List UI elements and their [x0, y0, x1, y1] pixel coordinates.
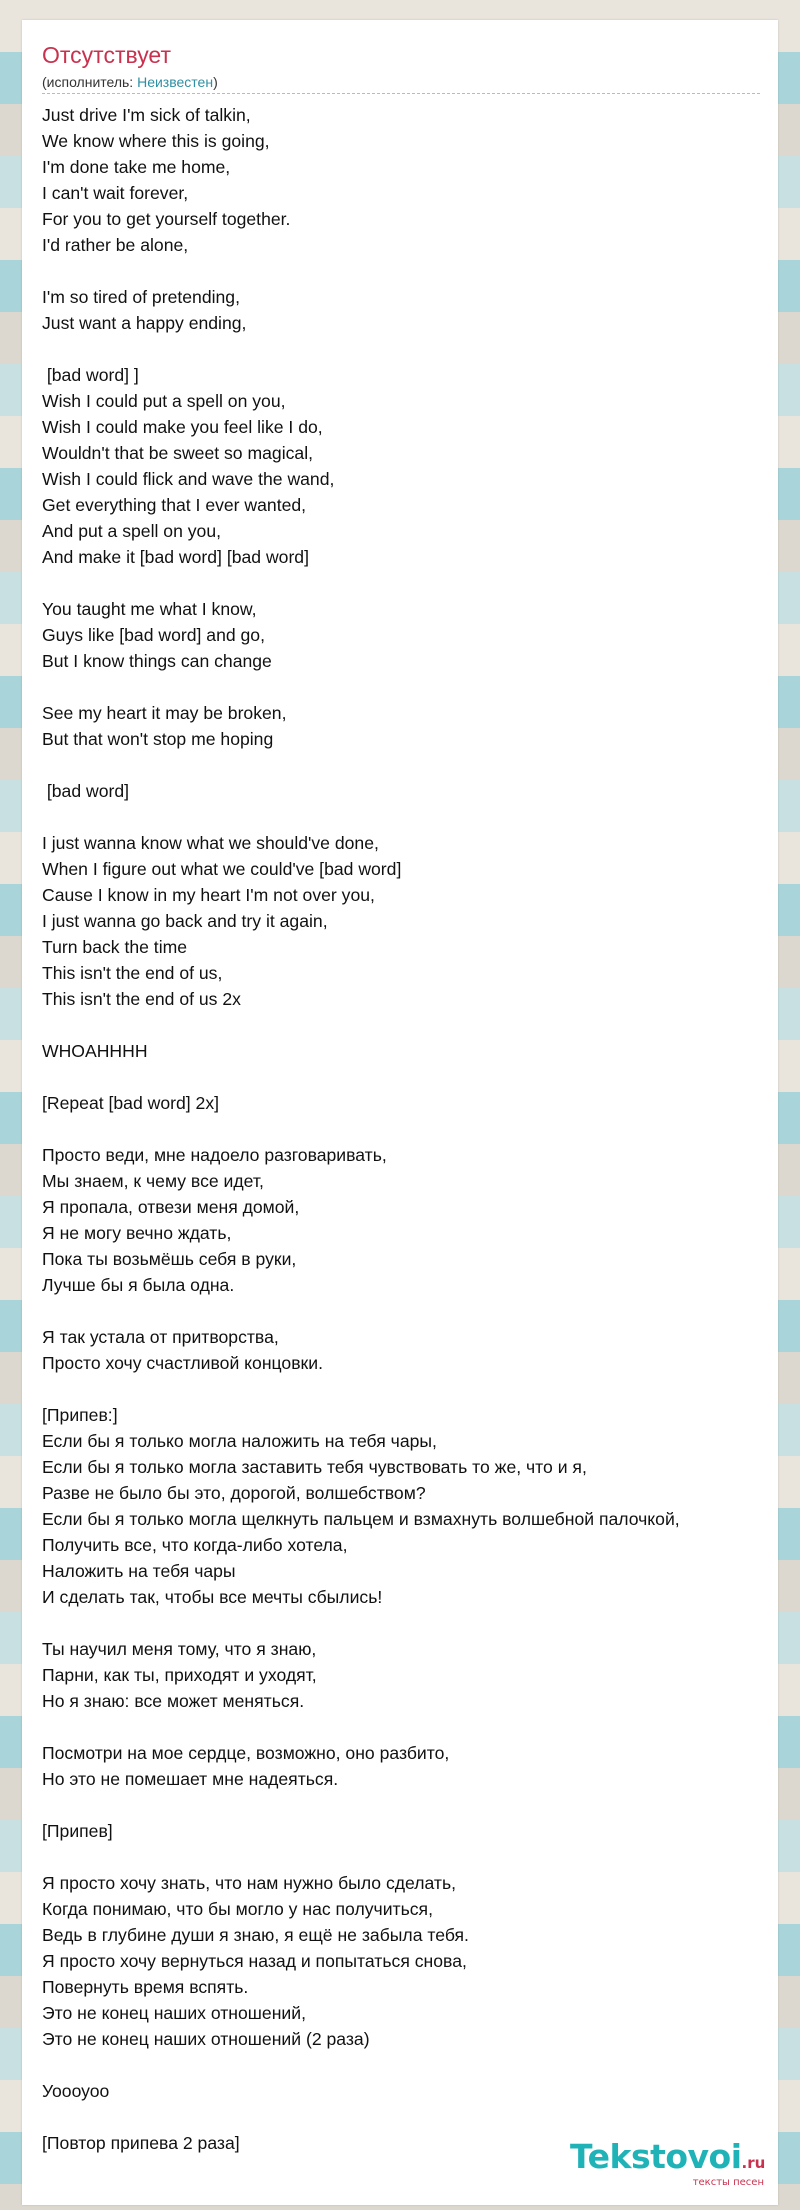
lyrics-card: [22, 20, 778, 2205]
song-title: Отсутствует: [42, 42, 171, 68]
lyrics-text: Just drive I'm sick of talkin, We know where this is going, I'm done take me home, I can't wait forever, For you to get yourself together. I'd rather be alone, I'm so tired of pretending, Just want a happy ending, [bad word] ] Wish I could put a spell on you, Wish I could make you feel like I do, Wouldn't that be sweet so magical, Wish I could flick and wave the wand, Get everything that I ever wanted, And put a spell on you, And make it [bad word] [bad word] You taught me what I know, Guys like [bad word] and go, But I know things can change See my heart it may be broken, But that won't stop me hoping [bad word] I just wanna know what we should've done, When I figure out what we could've [bad word] Cause I know in my heart I'm not over you, I just wanna go back and try it again, Turn back the time This isn't the end of us, This isn't the end of us 2x WHOAHHHH [Repeat [bad word] 2x] Просто веди, мне надоело разговаривать, Мы знаем, к чему все идет, Я пропала, отвези меня домой, Я не могу вечно ждать, Пока ты возьмёшь себя в руки, Лучше бы я была одна. Я так устала от притворства, Просто хочу счастливой концовки. [Припев:] Если бы я только могла наложить на тебя чары, Если бы я только могла заставить тебя чувствовать то же, что и я, Разве не было бы это, дорогой, волшебством? Если бы я только могла щелкнуть пальцем и взмахнуть волшебной палочкой, Получить все, что когда-либо хотела, Наложить на тебя чары И сделать так, чтобы все мечты сбылись! Ты научил меня тому, что я знаю, Парни, как ты, приходят и уходят, Но я знаю: все может меняться. Посмотри на мое сердце, возможно, оно разбито, Но это не помешает мне надеяться. [Припев] Я просто хочу знать, что нам нужно было сделать, Когда понимаю, что бы могло у нас получиться, Ведь в глубине души я знаю, я ещё не забыла тебя. Я просто хочу вернуться назад и попытаться снова, Повернуть время вспять. Это не конец наших отношений, Это не конец наших отношений (2 раза) Уоооуоо [Повтор припева 2 раза]: [42, 105, 680, 2153]
logo-domain: .ru: [741, 2154, 766, 2172]
site-logo[interactable]: [570, 2137, 770, 2197]
artist-link[interactable]: Неизвестен: [137, 74, 214, 90]
artist-suffix: ): [213, 74, 218, 90]
artist-line: [42, 74, 218, 90]
logo-name: Tekstovoi: [570, 2137, 742, 2176]
artist-prefix: (исполнитель:: [42, 74, 138, 90]
logo-tagline: тексты песен: [692, 2177, 764, 2188]
title-divider: [42, 93, 760, 94]
